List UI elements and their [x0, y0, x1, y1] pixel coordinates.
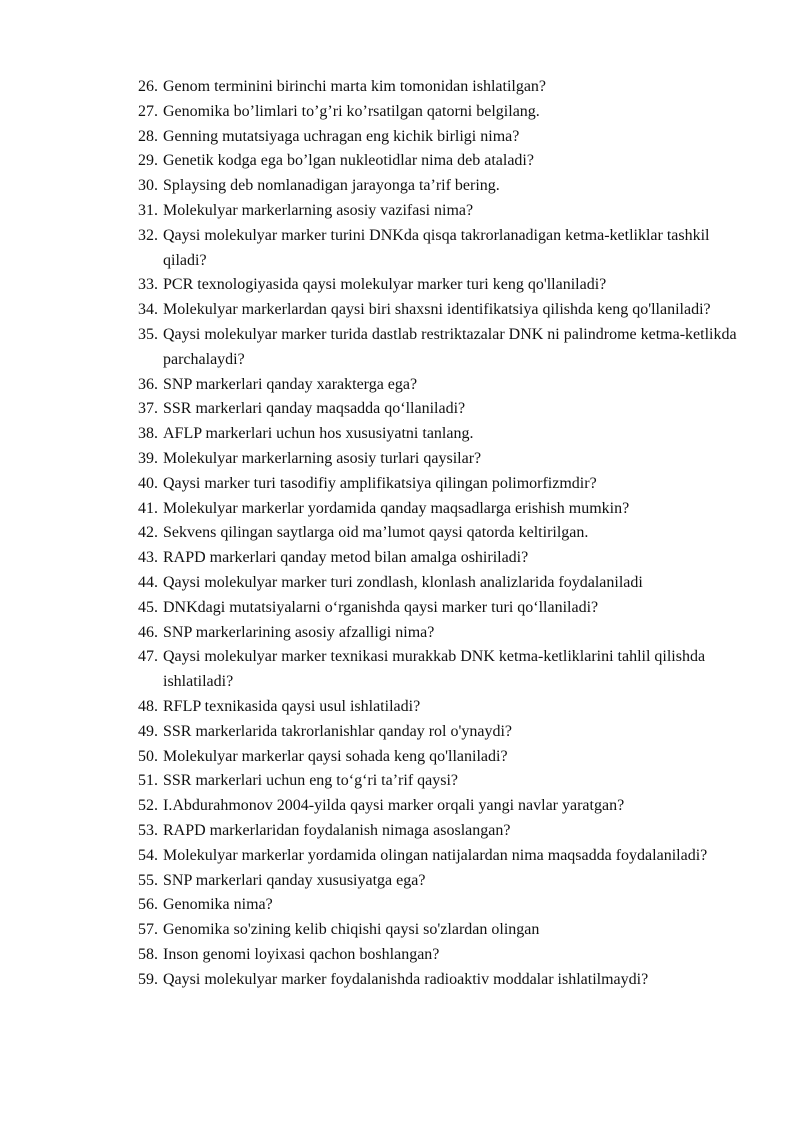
question-item [138, 273, 748, 298]
question-text: Sekvens qilingan saytlarga oid ma’lumot qaysi qatorda keltirilgan. [163, 524, 589, 542]
question-item [138, 149, 748, 174]
question-text: Molekulyar markerlar qaysi sohada keng qo'llaniladi? [163, 747, 508, 765]
question-text: Genning mutatsiyaga uchragan eng kichik birligi nima? [163, 127, 520, 145]
question-item [138, 497, 748, 522]
question-text: SNP markerlari qanday xarakterga ega? [163, 375, 418, 393]
question-number: 57. [138, 921, 158, 939]
question-number: 27. [138, 102, 158, 120]
question-item [138, 199, 748, 224]
question-text: SNP markerlari qanday xususiyatga ega? [163, 871, 426, 889]
question-list [138, 75, 748, 992]
question-item [138, 174, 748, 199]
question-text: AFLP markerlari uchun hos xususiyatni tanlang. [163, 425, 474, 443]
question-text: Molekulyar markerlar yordamida qanday maqsadlarga erishish mumkin? [163, 499, 630, 517]
question-number: 50. [138, 747, 158, 765]
question-number: 47. [138, 648, 158, 666]
question-number: 41. [138, 499, 158, 517]
question-item [138, 720, 748, 745]
question-number: 28. [138, 127, 158, 145]
question-text: Qaysi molekulyar marker foydalanishda radioaktiv moddalar ishlatilmaydi? [163, 970, 649, 988]
question-text: Molekulyar markerlardan qaysi biri shaxsni identifikatsiya qilishda keng qo'llaniladi? [163, 301, 711, 319]
question-item [138, 323, 748, 373]
question-item [138, 397, 748, 422]
question-item [138, 794, 748, 819]
question-item [138, 968, 748, 993]
question-text: SSR markerlari qanday maqsadda qo‘llaniladi? [163, 400, 466, 418]
question-number: 33. [138, 276, 158, 294]
question-item [138, 819, 748, 844]
question-item [138, 125, 748, 150]
question-number: 46. [138, 623, 158, 641]
question-number: 45. [138, 598, 158, 616]
question-text: Molekulyar markerlarning asosiy turlari qaysilar? [163, 449, 482, 467]
question-text: Genom terminini birinchi marta kim tomonidan ishlatilgan? [163, 78, 547, 95]
question-number: 44. [138, 573, 158, 591]
question-text: Molekulyar markerlarning asosiy vazifasi nima? [163, 201, 474, 219]
question-number: 49. [138, 722, 158, 740]
question-text: Genomika nima? [163, 896, 273, 914]
question-number: 39. [138, 449, 158, 467]
question-text: RAPD markerlari qanday metod bilan amalga oshiriladi? [163, 549, 529, 567]
question-item [138, 521, 748, 546]
question-number: 37. [138, 400, 158, 418]
question-item [138, 769, 748, 794]
question-text: Genomika so'zining kelib chiqishi qaysi so'zlardan olingan [163, 921, 540, 939]
question-number: 29. [138, 152, 158, 170]
question-item [138, 100, 748, 125]
question-number: 35. [138, 325, 158, 343]
question-item [138, 373, 748, 398]
question-item [138, 844, 748, 869]
question-text: DNKdagi mutatsiyalarni o‘rganishda qaysi marker turi qo‘llaniladi? [163, 598, 599, 616]
question-number: 30. [138, 177, 158, 195]
question-text: RAPD markerlaridan foydalanish nimaga asoslangan? [163, 821, 511, 839]
question-item [138, 472, 748, 497]
question-number: 36. [138, 375, 158, 393]
question-text: Qaysi marker turi tasodifiy amplifikatsiya qilingan polimorfizmdir? [163, 474, 597, 492]
question-text: SNP markerlarining asosiy afzalligi nima? [163, 623, 435, 641]
question-text: I.Abdurahmonov 2004-yilda qaysi marker orqali yangi navlar yaratgan? [163, 797, 625, 815]
question-text: Genomika bo’limlari to’g’ri ko’rsatilgan qatorni belgilang. [163, 102, 540, 120]
question-item [138, 869, 748, 894]
question-number: 58. [138, 945, 158, 963]
question-item [138, 596, 748, 621]
question-number: 52. [138, 797, 158, 815]
question-text: Qaysi molekulyar marker turida dastlab restriktazalar DNK ni palindrome ketma-ketlikda parchalaydi? [163, 325, 737, 368]
question-item [138, 621, 748, 646]
question-text: SSR markerlarida takrorlanishlar qanday rol o'ynaydi? [163, 722, 512, 740]
question-text: PCR texnologiyasida qaysi molekulyar marker turi keng qo'llaniladi? [163, 276, 607, 294]
question-item [138, 893, 748, 918]
question-text: Molekulyar markerlar yordamida olingan natijalardan nima maqsadda foydalaniladi? [163, 846, 708, 864]
question-text: Inson genomi loyixasi qachon boshlangan? [163, 945, 440, 963]
question-text: Splaysing deb nomlanadigan jarayonga ta’rif bering. [163, 177, 500, 195]
question-number: 31. [138, 201, 158, 219]
question-text: Genetik kodga ega bo’lgan nukleotidlar nima deb ataladi? [163, 152, 534, 170]
question-number: 32. [138, 226, 158, 244]
question-item [138, 224, 748, 274]
question-number: 38. [138, 425, 158, 443]
question-item [138, 745, 748, 770]
question-number: 53. [138, 821, 158, 839]
question-text: Qaysi molekulyar marker turini DNKda qisqa takrorlanadigan ketma-ketliklar tashkil qiladi? [163, 226, 710, 269]
question-number: 42. [138, 524, 158, 542]
question-item [138, 422, 748, 447]
question-item [138, 695, 748, 720]
question-item [138, 298, 748, 323]
question-number: 51. [138, 772, 158, 790]
question-number: 34. [138, 301, 158, 319]
question-text: Qaysi molekulyar marker turi zondlash, klonlash analizlarida foydalaniladi [163, 573, 643, 591]
question-number: 48. [138, 697, 158, 715]
question-number: 26. [138, 78, 158, 95]
question-item [138, 546, 748, 571]
question-number: 54. [138, 846, 158, 864]
question-number: 55. [138, 871, 158, 889]
question-item [138, 645, 748, 695]
question-item [138, 571, 748, 596]
question-text: RFLP texnikasida qaysi usul ishlatiladi? [163, 697, 421, 715]
question-text: SSR markerlari uchun eng to‘g‘ri ta’rif qaysi? [163, 772, 459, 790]
question-item [138, 447, 748, 472]
question-number: 40. [138, 474, 158, 492]
question-item [138, 918, 748, 943]
question-number: 43. [138, 549, 158, 567]
question-number: 56. [138, 896, 158, 914]
question-item [138, 75, 748, 100]
question-text: Qaysi molekulyar marker texnikasi murakkab DNK ketma-ketliklarini tahlil qilishda ishlatiladi? [163, 648, 706, 691]
question-item [138, 943, 748, 968]
question-number: 59. [138, 970, 158, 988]
